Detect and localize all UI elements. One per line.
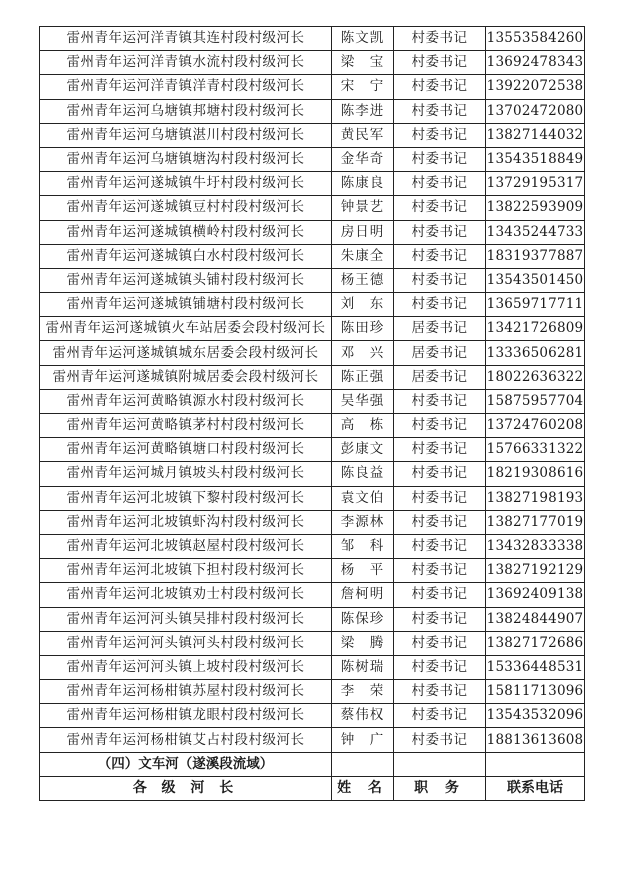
position-cell: 雷州青年运河北坡镇虾沟村段村级河长: [40, 510, 332, 534]
table-row: [40, 99, 585, 123]
position-cell: 雷州青年运河乌塘镇邦塘村段村级河长: [40, 99, 332, 123]
position-cell: 雷州青年运河洋青镇其连村段村级河长: [40, 27, 332, 51]
table-row: [40, 631, 585, 655]
phone-cell: 13922072538: [486, 75, 585, 99]
name-cell: 黄民军: [332, 123, 394, 147]
phone-cell: 13435244733: [486, 220, 585, 244]
river-chief-table: [39, 26, 585, 801]
position-cell: 雷州青年运河河头镇河头村段村级河长: [40, 631, 332, 655]
position-cell: 雷州青年运河乌塘镇塘沟村段村级河长: [40, 147, 332, 171]
position-cell: 雷州青年运河遂城镇火车站居委会段村级河长: [40, 317, 332, 341]
name-cell: 陈文凯: [332, 27, 394, 51]
position-cell: 雷州青年运河洋青镇洋青村段村级河长: [40, 75, 332, 99]
name-cell: 金华奇: [332, 147, 394, 171]
name-cell: 蔡伟权: [332, 704, 394, 728]
phone-cell: 18813613608: [486, 728, 585, 752]
section-blank-cell: [332, 752, 394, 776]
title-cell: 村委书记: [394, 172, 486, 196]
table-row: [40, 244, 585, 268]
phone-cell: 13822593909: [486, 196, 585, 220]
header-position: 各 级 河 长: [40, 776, 332, 800]
table-body: [40, 27, 585, 801]
name-cell: 陈康良: [332, 172, 394, 196]
name-cell: 高 栋: [332, 414, 394, 438]
phone-cell: 13336506281: [486, 341, 585, 365]
position-cell: 雷州青年运河北坡镇下黎村段村级河长: [40, 486, 332, 510]
title-cell: 村委书记: [394, 27, 486, 51]
title-cell: 村委书记: [394, 559, 486, 583]
table-row: [40, 123, 585, 147]
title-cell: 居委书记: [394, 341, 486, 365]
header-phone: 联系电话: [486, 776, 585, 800]
name-cell: 梁 宝: [332, 51, 394, 75]
position-cell: 雷州青年运河杨柑镇苏屋村段村级河长: [40, 680, 332, 704]
title-cell: 居委书记: [394, 317, 486, 341]
phone-cell: 13692478343: [486, 51, 585, 75]
name-cell: 陈正强: [332, 365, 394, 389]
phone-cell: 13702472080: [486, 99, 585, 123]
name-cell: 陈树瑞: [332, 655, 394, 679]
table-row: [40, 704, 585, 728]
table-row: [40, 51, 585, 75]
name-cell: 杨 平: [332, 559, 394, 583]
table-row: [40, 75, 585, 99]
name-cell: 陈田珍: [332, 317, 394, 341]
title-cell: 村委书记: [394, 147, 486, 171]
name-cell: 邹 科: [332, 534, 394, 558]
position-cell: 雷州青年运河河头镇吴排村段村级河长: [40, 607, 332, 631]
title-cell: 村委书记: [394, 196, 486, 220]
table-row: [40, 414, 585, 438]
position-cell: 雷州青年运河黄略镇塘口村段村级河长: [40, 438, 332, 462]
phone-cell: 18219308616: [486, 462, 585, 486]
table-row: [40, 147, 585, 171]
title-cell: 村委书记: [394, 244, 486, 268]
title-cell: 村委书记: [394, 510, 486, 534]
phone-cell: 13421726809: [486, 317, 585, 341]
table-row: [40, 583, 585, 607]
name-cell: 朱康全: [332, 244, 394, 268]
phone-cell: 13659717711: [486, 293, 585, 317]
position-cell: 雷州青年运河遂城镇头铺村段村级河长: [40, 268, 332, 292]
table-row: [40, 220, 585, 244]
position-cell: 雷州青年运河黄略镇茅村村段村级河长: [40, 414, 332, 438]
table-row: [40, 486, 585, 510]
name-cell: 李源林: [332, 510, 394, 534]
name-cell: 陈良益: [332, 462, 394, 486]
title-cell: 村委书记: [394, 438, 486, 462]
title-cell: 村委书记: [394, 293, 486, 317]
phone-cell: 13692409138: [486, 583, 585, 607]
title-cell: 村委书记: [394, 631, 486, 655]
title-cell: 村委书记: [394, 75, 486, 99]
phone-cell: 15766331322: [486, 438, 585, 462]
table-row: [40, 389, 585, 413]
position-cell: 雷州青年运河遂城镇附城居委会段村级河长: [40, 365, 332, 389]
title-cell: 村委书记: [394, 220, 486, 244]
position-cell: 雷州青年运河河头镇上坡村段村级河长: [40, 655, 332, 679]
title-cell: 村委书记: [394, 680, 486, 704]
position-cell: 雷州青年运河遂城镇白水村段村级河长: [40, 244, 332, 268]
name-cell: 刘 东: [332, 293, 394, 317]
name-cell: 邓 兴: [332, 341, 394, 365]
table-row: [40, 293, 585, 317]
position-cell: 雷州青年运河遂城镇城东居委会段村级河长: [40, 341, 332, 365]
phone-cell: 13824844907: [486, 607, 585, 631]
title-cell: 村委书记: [394, 655, 486, 679]
phone-cell: 13827192129: [486, 559, 585, 583]
title-cell: 村委书记: [394, 607, 486, 631]
name-cell: 钟 广: [332, 728, 394, 752]
phone-cell: 15811713096: [486, 680, 585, 704]
phone-cell: 18319377887: [486, 244, 585, 268]
position-cell: 雷州青年运河杨柑镇龙眼村段村级河长: [40, 704, 332, 728]
name-cell: 钟景艺: [332, 196, 394, 220]
phone-cell: 15875957704: [486, 389, 585, 413]
phone-cell: 13827172686: [486, 631, 585, 655]
table-row: [40, 728, 585, 752]
title-cell: 村委书记: [394, 462, 486, 486]
table-row: [40, 510, 585, 534]
phone-cell: 13827144032: [486, 123, 585, 147]
title-cell: 村委书记: [394, 704, 486, 728]
position-cell: 雷州青年运河城月镇坡头村段村级河长: [40, 462, 332, 486]
phone-cell: 13543518849: [486, 147, 585, 171]
title-cell: 村委书记: [394, 123, 486, 147]
position-cell: 雷州青年运河黄略镇源水村段村级河长: [40, 389, 332, 413]
position-cell: 雷州青年运河遂城镇横岭村段村级河长: [40, 220, 332, 244]
title-cell: 村委书记: [394, 728, 486, 752]
header-title: 职 务: [394, 776, 486, 800]
name-cell: 杨王德: [332, 268, 394, 292]
table-row: [40, 365, 585, 389]
table-row: [40, 655, 585, 679]
table-row: [40, 317, 585, 341]
title-cell: 村委书记: [394, 583, 486, 607]
phone-cell: 13543501450: [486, 268, 585, 292]
position-cell: 雷州青年运河遂城镇铺塘村段村级河长: [40, 293, 332, 317]
name-cell: 彭康文: [332, 438, 394, 462]
section-row: [40, 752, 585, 776]
name-cell: 李 荣: [332, 680, 394, 704]
name-cell: 陈李进: [332, 99, 394, 123]
title-cell: 村委书记: [394, 51, 486, 75]
position-cell: 雷州青年运河北坡镇劝士村段村级河长: [40, 583, 332, 607]
name-cell: 詹柯明: [332, 583, 394, 607]
title-cell: 村委书记: [394, 486, 486, 510]
header-name: 姓 名: [332, 776, 394, 800]
phone-cell: 13729195317: [486, 172, 585, 196]
title-cell: 村委书记: [394, 414, 486, 438]
position-cell: 雷州青年运河北坡镇下担村段村级河长: [40, 559, 332, 583]
phone-cell: 18022636322: [486, 365, 585, 389]
section-blank-cell: [394, 752, 486, 776]
table-row: [40, 534, 585, 558]
position-cell: 雷州青年运河洋青镇水流村段村级河长: [40, 51, 332, 75]
table-row: [40, 438, 585, 462]
phone-cell: 15336448531: [486, 655, 585, 679]
position-cell: 雷州青年运河遂城镇牛圩村段村级河长: [40, 172, 332, 196]
title-cell: 村委书记: [394, 534, 486, 558]
name-cell: 陈保珍: [332, 607, 394, 631]
phone-cell: 13543532096: [486, 704, 585, 728]
phone-cell: 13827198193: [486, 486, 585, 510]
table-row: [40, 462, 585, 486]
table-row: [40, 196, 585, 220]
phone-cell: 13827177019: [486, 510, 585, 534]
phone-cell: 13724760208: [486, 414, 585, 438]
table-row: [40, 172, 585, 196]
name-cell: 袁文伯: [332, 486, 394, 510]
header-row: [40, 776, 585, 800]
table-row: [40, 680, 585, 704]
position-cell: 雷州青年运河杨柑镇艾占村段村级河长: [40, 728, 332, 752]
table-row: [40, 559, 585, 583]
title-cell: 村委书记: [394, 99, 486, 123]
position-cell: 雷州青年运河北坡镇赵屋村段村级河长: [40, 534, 332, 558]
table-row: [40, 341, 585, 365]
section-label: （四）文车河（遂溪段流域）: [40, 752, 332, 776]
name-cell: 房日明: [332, 220, 394, 244]
table-row: [40, 607, 585, 631]
title-cell: 村委书记: [394, 268, 486, 292]
name-cell: 梁 腾: [332, 631, 394, 655]
phone-cell: 13432833338: [486, 534, 585, 558]
title-cell: 居委书记: [394, 365, 486, 389]
position-cell: 雷州青年运河遂城镇豆村村段村级河长: [40, 196, 332, 220]
name-cell: 吴华强: [332, 389, 394, 413]
title-cell: 村委书记: [394, 389, 486, 413]
table-row: [40, 268, 585, 292]
position-cell: 雷州青年运河乌塘镇湛川村段村级河长: [40, 123, 332, 147]
table-row: [40, 27, 585, 51]
phone-cell: 13553584260: [486, 27, 585, 51]
name-cell: 宋 宁: [332, 75, 394, 99]
section-blank-cell: [486, 752, 585, 776]
